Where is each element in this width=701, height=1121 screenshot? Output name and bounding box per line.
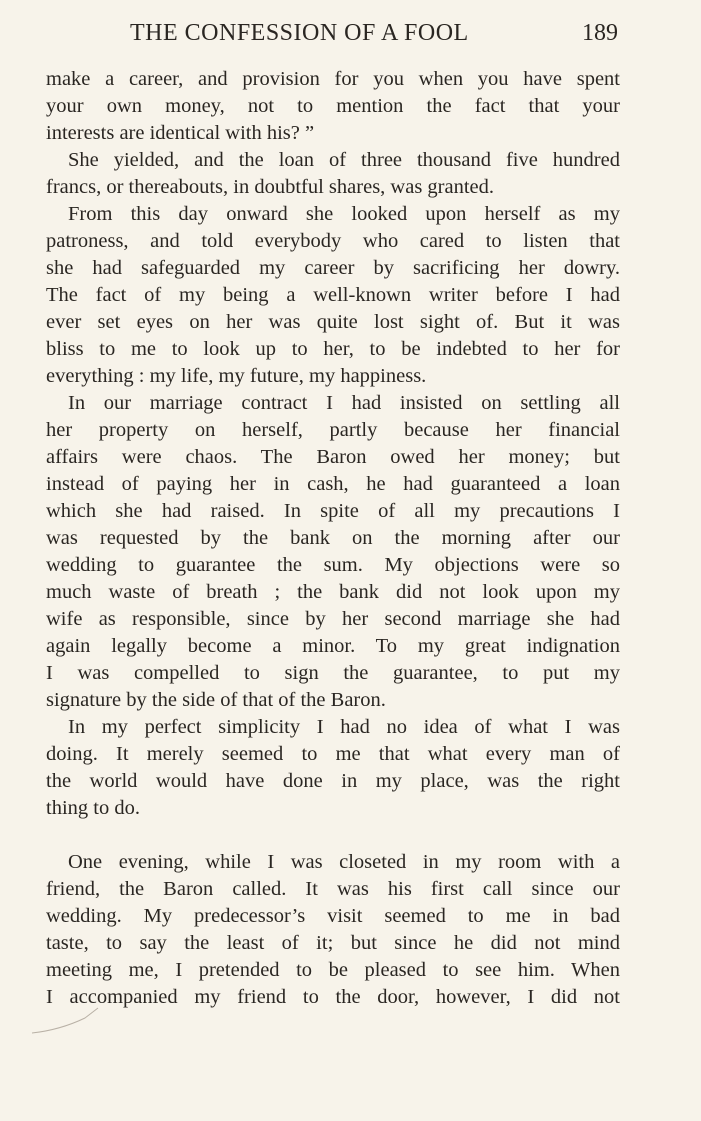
text-line: instead of paying her in cash, he had guaranteed a loan (46, 473, 620, 495)
text-line: taste, to say the least of it; but since he did not mind (46, 932, 620, 954)
text-line: From this day onward she looked upon herself as my (68, 203, 620, 225)
text-line: I accompanied my friend to the door, however, I did not (46, 986, 620, 1008)
text-line: interests are identical with his? ” (46, 122, 315, 144)
text-line: The fact of my being a well-known writer before I had (46, 284, 620, 306)
text-line: meeting me, I pretended to be pleased to see him. When (46, 959, 620, 981)
text-line: She yielded, and the loan of three thousand five hundred (68, 149, 620, 171)
text-line: was requested by the bank on the morning after our (46, 527, 620, 549)
paragraph-gap (46, 822, 620, 849)
text-line: again legally become a minor. To my great indignation (46, 635, 620, 657)
text-line: she had safeguarded my career by sacrificing her dowry. (46, 257, 620, 279)
text-line: friend, the Baron called. It was his first call since our (46, 878, 620, 900)
text-line: wedding. My predecessor’s visit seemed to me in bad (46, 905, 620, 927)
text-line: ever set eyes on her was quite lost sight of. But it was (46, 311, 620, 333)
text-line: wife as responsible, since by her second marriage she had (46, 608, 620, 630)
text-line: signature by the side of that of the Baron. (46, 689, 386, 711)
text-line: make a career, and provision for you when you have spent (46, 68, 620, 90)
text-line: her property on herself, partly because her financial (46, 419, 620, 441)
text-line: doing. It merely seemed to me that what every man of (46, 743, 620, 765)
text-line: One evening, while I was closeted in my room with a (68, 851, 620, 873)
pencil-mark (30, 1006, 110, 1036)
page-number: 189 (582, 20, 618, 46)
text-line: thing to do. (46, 797, 140, 819)
running-header (0, 20, 701, 54)
text-line: much waste of breath ; the bank did not look upon my (46, 581, 620, 603)
running-title: THE CONFESSION OF A FOOL (130, 20, 469, 46)
body-text (46, 66, 620, 1011)
text-line: francs, or thereabouts, in doubtful shares, was granted. (46, 176, 495, 198)
text-line: affairs were chaos. The Baron owed her money; but (46, 446, 620, 468)
text-line: In our marriage contract I had insisted on settling all (68, 392, 620, 414)
text-line: the world would have done in my place, was the right (46, 770, 620, 792)
text-line: wedding to guarantee the sum. My objections were so (46, 554, 620, 576)
text-line: bliss to me to look up to her, to be indebted to her for (46, 338, 620, 360)
text-line: which she had raised. In spite of all my precautions I (46, 500, 620, 522)
text-line: I was compelled to sign the guarantee, to put my (46, 662, 620, 684)
text-line: everything : my life, my future, my happiness. (46, 365, 427, 387)
text-line: In my perfect simplicity I had no idea of what I was (68, 716, 620, 738)
text-line: your own money, not to mention the fact that your (46, 95, 620, 117)
text-line: patroness, and told everybody who cared to listen that (46, 230, 620, 252)
